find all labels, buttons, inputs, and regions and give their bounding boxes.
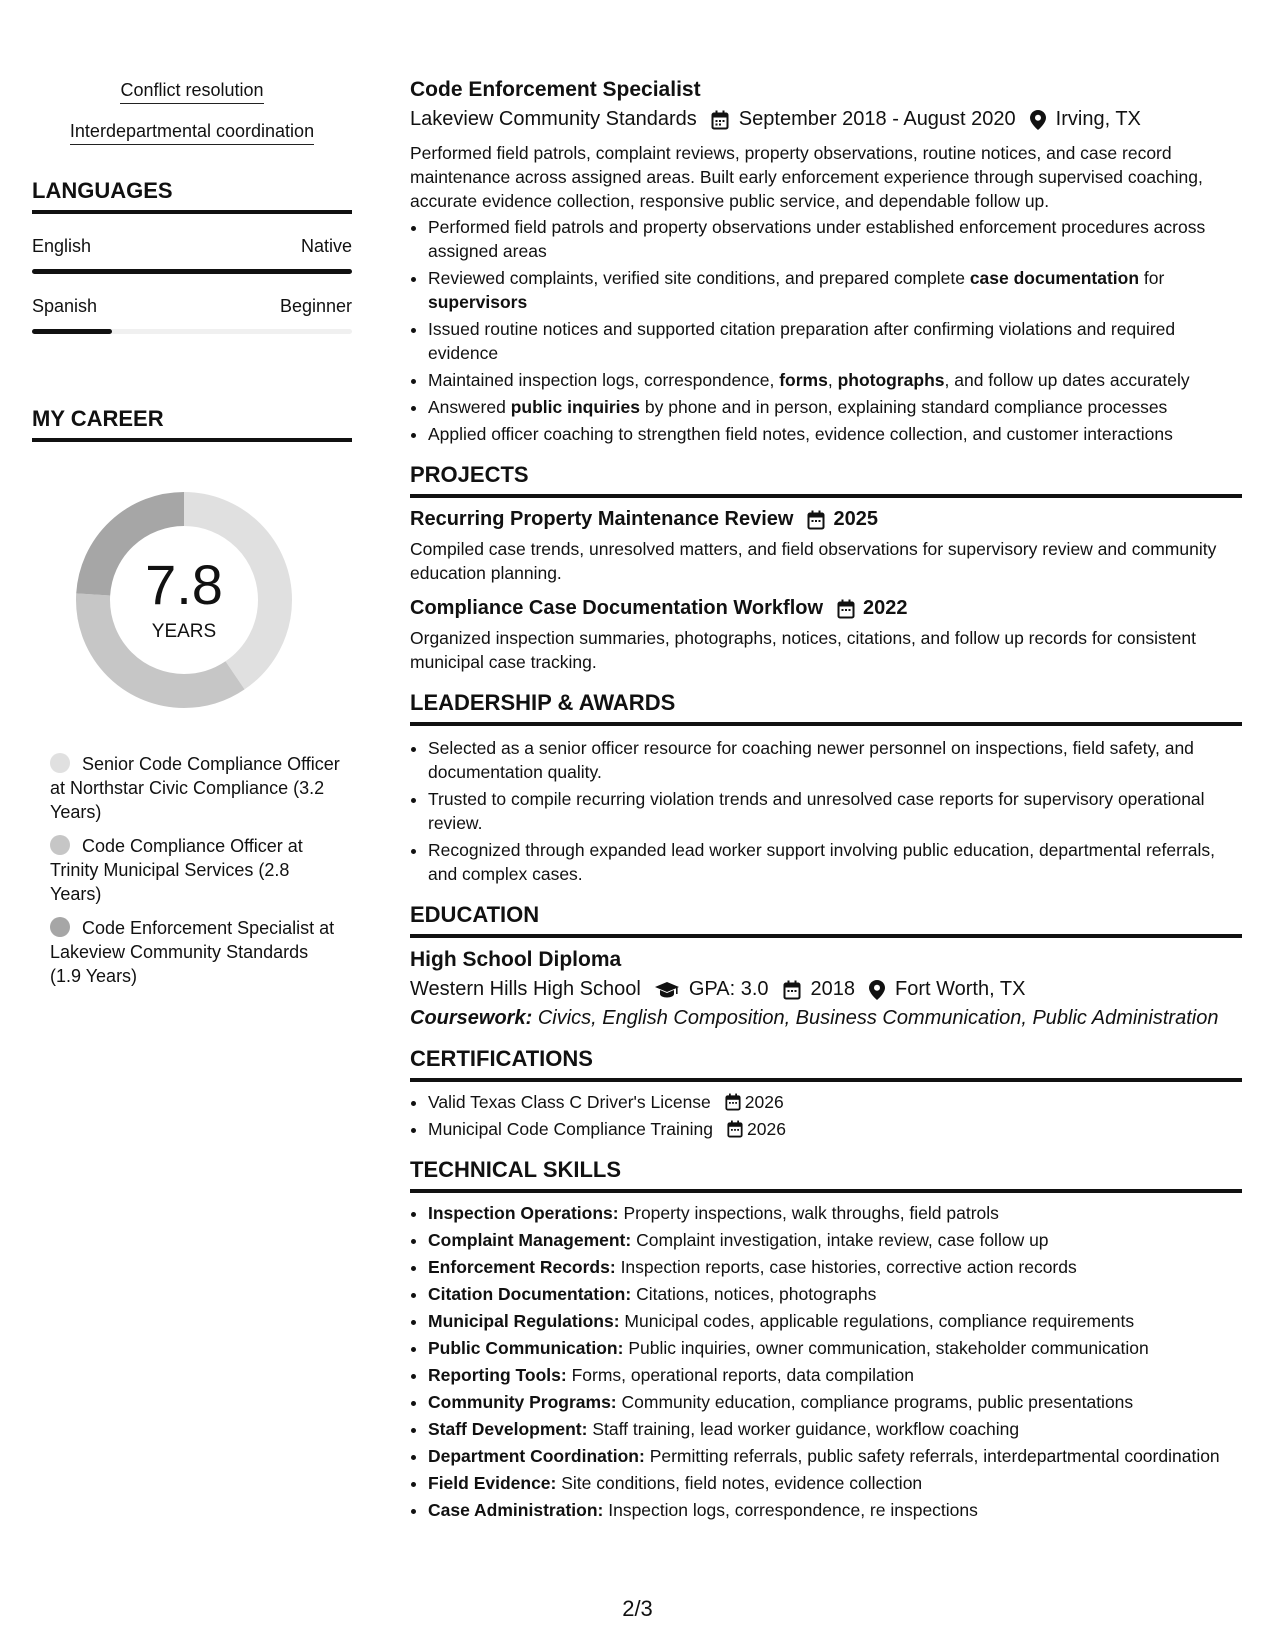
technical-skill-item: • Field Evidence: Site conditions, field notes, evidence collection bbox=[428, 1471, 1242, 1495]
main-content bbox=[410, 78, 1242, 1525]
language-bar-fill bbox=[32, 329, 112, 334]
career-heading: MY CAREER bbox=[32, 406, 352, 442]
languages-heading: LANGUAGES bbox=[32, 178, 352, 214]
job-dates: September 2018 - August 2020 bbox=[738, 108, 1016, 130]
education-gpa: GPA: 3.0 bbox=[688, 978, 769, 1000]
technical-skill-item: • Municipal Regulations: Municipal codes, applicable regulations, compliance requirements bbox=[428, 1309, 1242, 1333]
technical-skill-item: • Inspection Operations: Property inspections, walk throughs, field patrols bbox=[428, 1201, 1242, 1225]
sidebar bbox=[32, 80, 352, 998]
job-bullet: • Issued routine notices and supported citation preparation after confirming violations and required evidence bbox=[428, 317, 1242, 365]
language-level: Beginner bbox=[279, 296, 352, 316]
technical-skills-list bbox=[410, 1201, 1242, 1522]
education-degree: High School Diploma bbox=[410, 948, 622, 971]
leadership-list bbox=[410, 736, 1242, 886]
project-desc: Organized inspection summaries, photographs, notices, citations, and follow up records for consistent municipal case tracking. bbox=[410, 628, 1196, 672]
skill-tag: Interdepartmental coordination bbox=[32, 121, 352, 142]
technical-skill-item: • Reporting Tools: Forms, operational reports, data compilation bbox=[428, 1363, 1242, 1387]
education-location: Fort Worth, TX bbox=[895, 978, 1026, 1000]
calendar-icon bbox=[727, 1120, 743, 1138]
project-year: 2025 bbox=[833, 508, 878, 530]
leadership-item: • Selected as a senior officer resource for coaching newer personnel on inspections, field safety, and documentation quality. bbox=[428, 736, 1242, 784]
certifications-list bbox=[410, 1090, 1242, 1141]
job-bullets bbox=[410, 215, 1242, 446]
calendar-icon bbox=[837, 599, 855, 619]
project-name: Recurring Property Maintenance Review bbox=[410, 508, 794, 530]
certification-item: • Valid Texas Class C Driver's License 2026 bbox=[428, 1090, 1242, 1114]
language-level: Native bbox=[300, 236, 352, 256]
page-number: 2/3 bbox=[622, 1596, 653, 1621]
project-item bbox=[410, 508, 1242, 585]
project-item bbox=[410, 597, 1242, 674]
legend-item: Code Compliance Officer at Trinity Municipal Services (2.8 Years) bbox=[50, 836, 303, 904]
skill-tag: Conflict resolution bbox=[32, 80, 352, 101]
career-donut bbox=[64, 480, 304, 720]
job-bullet: • Answered public inquiries by phone and in person, explaining standard compliance processes bbox=[428, 395, 1242, 419]
legend-dot-icon bbox=[50, 835, 70, 855]
calendar-icon bbox=[807, 510, 825, 530]
language-name: Spanish bbox=[32, 296, 98, 316]
technical-skill-item: • Complaint Management: Complaint investigation, intake review, case follow up bbox=[428, 1228, 1242, 1252]
legend-item: Code Enforcement Specialist at Lakeview Community Standards (1.9 Years) bbox=[50, 918, 335, 986]
career-unit: YEARS bbox=[151, 621, 217, 642]
location-pin-icon bbox=[869, 980, 885, 1000]
calendar-icon bbox=[783, 980, 801, 1000]
technical-skills-heading: TECHNICAL SKILLS bbox=[410, 1157, 1242, 1193]
career-legend bbox=[50, 752, 340, 988]
language-bar bbox=[32, 329, 352, 334]
technical-skill-item: • Case Administration: Inspection logs, correspondence, re inspections bbox=[428, 1498, 1242, 1522]
technical-skill-item: • Department Coordination: Permitting referrals, public safety referrals, interdepartmental coordination bbox=[428, 1444, 1242, 1468]
education-coursework: Coursework: Civics, English Composition, Business Communication, Public Administration bbox=[410, 1007, 1219, 1029]
technical-skill-item: • Community Programs: Community education, compliance programs, public presentations bbox=[428, 1390, 1242, 1414]
job-bullet: • Maintained inspection logs, correspondence, forms, photographs, and follow up dates accurately bbox=[428, 368, 1242, 392]
technical-skill-item: • Citation Documentation: Citations, notices, photographs bbox=[428, 1282, 1242, 1306]
calendar-icon bbox=[725, 1093, 741, 1111]
calendar-icon bbox=[711, 110, 729, 130]
leadership-item: • Trusted to compile recurring violation trends and unresolved case reports for supervisory operational review. bbox=[428, 787, 1242, 835]
job-bullet: • Performed field patrols and property observations under established enforcement procedures across assigned areas bbox=[428, 215, 1242, 263]
certifications-heading: CERTIFICATIONS bbox=[410, 1046, 1242, 1082]
technical-skill-item: • Staff Development: Staff training, lead worker guidance, workflow coaching bbox=[428, 1417, 1242, 1441]
language-entry bbox=[32, 296, 352, 334]
project-year: 2022 bbox=[863, 597, 908, 619]
education-heading: EDUCATION bbox=[410, 902, 1242, 938]
job-meta bbox=[410, 108, 1242, 131]
language-bar bbox=[32, 269, 352, 274]
graduation-cap-icon bbox=[655, 981, 679, 999]
leadership-heading: LEADERSHIP & AWARDS bbox=[410, 690, 1242, 726]
legend-item: Senior Code Compliance Officer at Northstar Civic Compliance (3.2 Years) bbox=[50, 754, 340, 822]
education-year: 2018 bbox=[810, 978, 856, 1000]
language-bar-fill bbox=[32, 269, 352, 274]
projects-heading: PROJECTS bbox=[410, 462, 1242, 498]
job-location: Irving, TX bbox=[1055, 108, 1141, 130]
technical-skill-item: • Enforcement Records: Inspection reports, case histories, corrective action records bbox=[428, 1255, 1242, 1279]
job-bullet: • Applied officer coaching to strengthen field notes, evidence collection, and customer interactions bbox=[428, 422, 1242, 446]
technical-skill-item: • Public Communication: Public inquiries, owner communication, stakeholder communication bbox=[428, 1336, 1242, 1360]
legend-dot-icon bbox=[50, 917, 70, 937]
project-name: Compliance Case Documentation Workflow bbox=[410, 597, 824, 619]
job-summary: Performed field patrols, complaint reviews, property observations, routine notices, and case record maintenance across assigned areas. Built early enforcement experience through supervised coaching, accurate evidence collection, responsive public service, and dependable follow up. bbox=[410, 143, 1203, 211]
language-name: English bbox=[32, 236, 92, 256]
certification-item: • Municipal Code Compliance Training 2026 bbox=[428, 1117, 1242, 1141]
location-pin-icon bbox=[1030, 110, 1046, 130]
language-entry bbox=[32, 236, 352, 274]
leadership-item: • Recognized through expanded lead worker support involving public education, departmental referrals, and complex cases. bbox=[428, 838, 1242, 886]
job-bullet: • Reviewed complaints, verified site conditions, and prepared complete case documentation for supervisors bbox=[428, 266, 1242, 314]
legend-dot-icon bbox=[50, 753, 70, 773]
job-company: Lakeview Community Standards bbox=[410, 108, 697, 130]
education-school: Western Hills High School bbox=[410, 978, 641, 1000]
project-desc: Compiled case trends, unresolved matters, and field observations for supervisory review and community education planning. bbox=[410, 539, 1217, 583]
education-meta bbox=[410, 978, 1242, 1001]
job-title: Code Enforcement Specialist bbox=[410, 78, 701, 101]
career-total: 7.8 bbox=[145, 553, 223, 616]
